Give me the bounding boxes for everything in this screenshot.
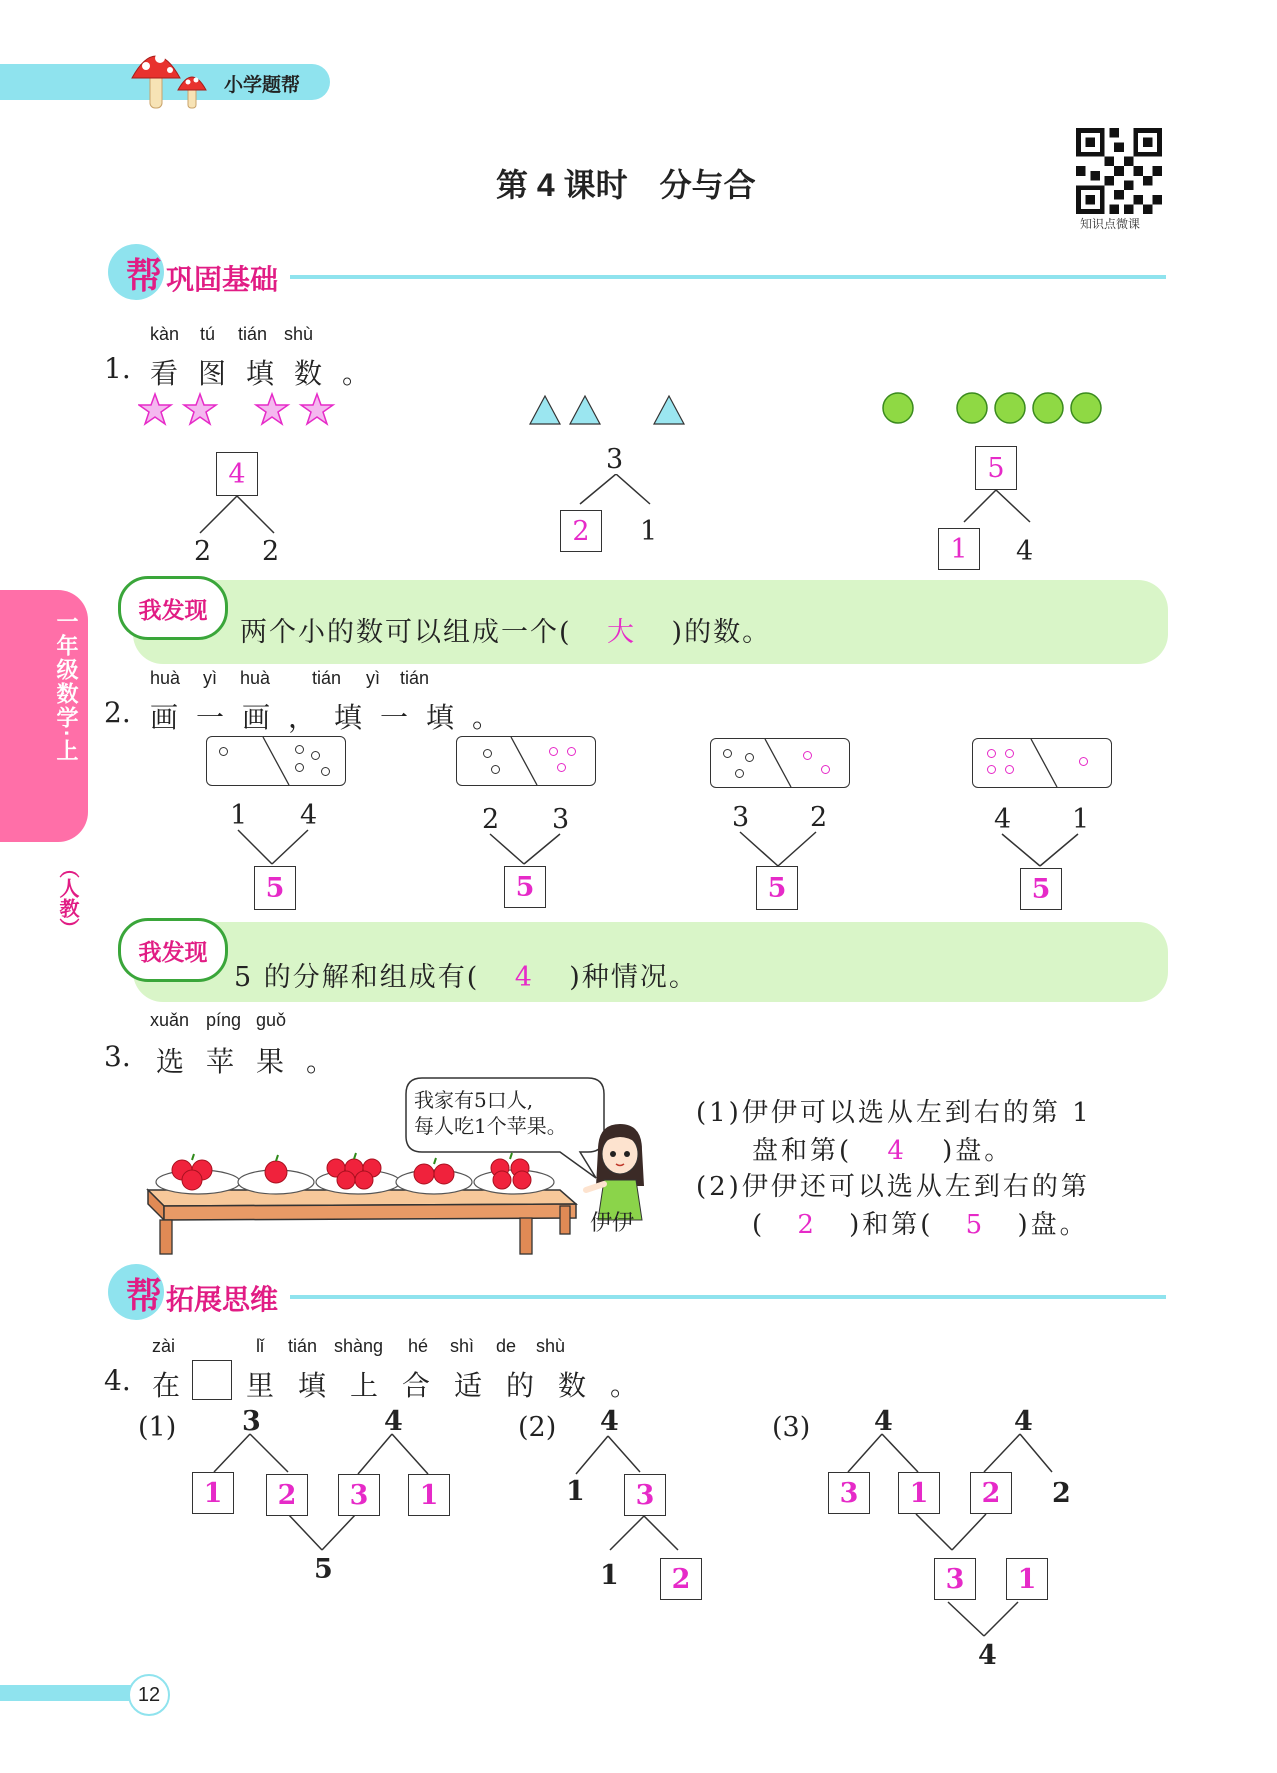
- q2-text: 画一画，填一填。: [150, 701, 519, 734]
- q4-pinyin-3: tián: [288, 1336, 318, 1356]
- q1-g1-right: 2: [262, 536, 280, 567]
- discover-2-before: 5 的分解和组成有(: [234, 962, 480, 993]
- q2-g4-right: 1: [1072, 804, 1090, 835]
- q3-p1-line1: (1)伊伊可以选从左到右的第 1: [696, 1098, 1092, 1128]
- q2-pinyin-3: huà: [240, 668, 271, 688]
- q4-p2-l1: 1: [566, 1476, 585, 1507]
- section-basic-title: 巩固基础: [166, 264, 279, 295]
- q2-g4-lines: [992, 832, 1088, 870]
- q1-g3-top-box: 5: [975, 446, 1017, 490]
- q1-pinyin-4: shù: [284, 324, 314, 344]
- q2-g3-right: 2: [810, 802, 828, 833]
- q1-pinyin-2: tú: [200, 324, 216, 344]
- section-basic-bang: 帮: [126, 255, 163, 296]
- discover-2-badge: 我发现: [118, 918, 228, 982]
- discover-2-text: [234, 955, 698, 994]
- qr-code: [1074, 128, 1164, 214]
- q3-label: 3.: [104, 1040, 131, 1073]
- q1-stars: [138, 392, 338, 428]
- q2-g4-total-box: 5: [1020, 868, 1062, 910]
- speech-line-1: 我家有5口人,: [414, 1088, 534, 1112]
- q2-domino-3: [710, 738, 850, 788]
- q3-p1-before: 盘和第(: [752, 1136, 853, 1166]
- discover-2-after: )种情况。: [569, 962, 698, 993]
- q2-pinyin-4: tián: [312, 668, 342, 688]
- q2-pinyin-2: yì: [203, 668, 218, 688]
- dot: [219, 747, 228, 756]
- mushroom-logo: [128, 42, 218, 112]
- q1-circles: [880, 388, 1110, 428]
- q3-p2-after: )盘。: [1017, 1210, 1089, 1240]
- q4-p3-b1-box: 2: [970, 1472, 1012, 1514]
- q2-g2-left: 2: [482, 804, 500, 835]
- dot: [821, 765, 830, 774]
- dot: [295, 745, 304, 754]
- q4-p1-bottom: 5: [314, 1554, 333, 1585]
- q4-p1-a2-box: 2: [266, 1474, 308, 1516]
- q4-p3-b2: 2: [1052, 1478, 1071, 1509]
- q4-p2-label: (2): [518, 1412, 557, 1443]
- q2-g3-total-box: 5: [756, 866, 798, 910]
- q3-p2-open: (: [752, 1210, 766, 1240]
- q4-p3-m1-box: 3: [934, 1558, 976, 1600]
- q1-g1-left: 2: [194, 536, 212, 567]
- dot: [483, 749, 492, 758]
- q3-p1-after: )盘。: [942, 1136, 1014, 1166]
- q4-p1-top-b: 4: [384, 1406, 403, 1437]
- q4-blank-box: [192, 1360, 232, 1400]
- q3-text: 选苹果。: [156, 1045, 357, 1078]
- dot: [567, 747, 576, 756]
- dot: [321, 767, 330, 776]
- q3-p2-line2: [752, 1204, 1089, 1241]
- q4-p1-label: (1): [138, 1412, 177, 1443]
- q2-g2-right: 3: [552, 804, 570, 835]
- q1-g3-lines: [956, 490, 1046, 526]
- q3-p2-line1: (2)伊伊还可以选从左到右的第: [696, 1172, 1090, 1202]
- q3-p2-answer1: 2: [797, 1210, 817, 1240]
- q1-label: 1.: [104, 352, 131, 385]
- dot: [987, 749, 996, 758]
- dot: [557, 763, 566, 772]
- q2-label: 2.: [104, 696, 131, 729]
- q1-g1-top-box: 4: [216, 452, 258, 496]
- q4-label: 4.: [104, 1364, 131, 1397]
- dot: [987, 765, 996, 774]
- dot: [745, 753, 754, 762]
- discover-1-after: )的数。: [671, 617, 772, 648]
- q4-pinyin-1: zài: [152, 1336, 176, 1356]
- q4-p2-b2-box: 2: [660, 1558, 702, 1600]
- girl-name: 伊伊: [590, 1210, 635, 1235]
- q4-p2-b1-box: 3: [624, 1474, 666, 1516]
- q3-p2-answer2: 5: [965, 1210, 986, 1240]
- q2-pinyin-6: tián: [400, 668, 430, 688]
- section-extend-bang: 帮: [126, 1275, 163, 1316]
- q4-pinyin-2: lǐ: [256, 1336, 264, 1356]
- q3-p2-mid: )和第(: [849, 1210, 934, 1240]
- dot: [295, 763, 304, 772]
- table-with-apples: [140, 1140, 580, 1258]
- lesson-title: 第 4 课时 分与合: [496, 167, 756, 203]
- q1-g2-right: 1: [640, 516, 658, 547]
- q1-g1-lines: [190, 496, 280, 536]
- q3-p1-line2: [752, 1130, 1013, 1167]
- q1-g3-left-box: 1: [938, 528, 980, 570]
- q4-text-before: 在: [152, 1369, 195, 1402]
- q2-g1-left: 1: [230, 800, 248, 831]
- q1-g3-right: 4: [1016, 536, 1034, 567]
- q1-g2-left-box: 2: [560, 510, 602, 552]
- q2-domino-4: [972, 738, 1112, 788]
- q4-p3-top-a: 4: [874, 1406, 893, 1437]
- dot: [311, 751, 320, 760]
- q2-g2-total-box: 5: [504, 866, 546, 908]
- q2-domino-2: [456, 736, 596, 786]
- dot: [549, 747, 558, 756]
- q2-pinyin-5: yì: [366, 668, 381, 688]
- q3-pinyin-1: xuǎn: [150, 1010, 190, 1030]
- dot: [1005, 765, 1014, 774]
- q4-p3-label: (3): [772, 1412, 811, 1443]
- dot: [723, 749, 732, 758]
- q4-p3-lines: [830, 1432, 1090, 1642]
- q4-p1-b1-box: 3: [338, 1474, 380, 1516]
- q1-g2-lines: [572, 474, 662, 510]
- dot: [803, 751, 812, 760]
- section-extend-line: [290, 1295, 1166, 1299]
- q2-g1-right: 4: [300, 800, 318, 831]
- q4-p3-m2-box: 1: [1006, 1558, 1048, 1600]
- dot: [491, 765, 500, 774]
- q4-p1-top-a: 3: [242, 1406, 261, 1437]
- discover-1-badge: 我发现: [118, 576, 228, 640]
- q4-p1-b2-box: 1: [408, 1474, 450, 1516]
- footer-band: [0, 1685, 140, 1701]
- q4-pinyin-8: shù: [536, 1336, 566, 1356]
- q4-p3-bottom: 4: [978, 1640, 997, 1671]
- q4-p3-top-b: 4: [1014, 1406, 1033, 1437]
- q4-p1-a1-box: 1: [192, 1472, 234, 1514]
- dot: [1079, 757, 1088, 766]
- q4-pinyin-7: de: [496, 1336, 517, 1356]
- q3-pinyin-3: guǒ: [256, 1010, 287, 1030]
- q1-triangles: [528, 392, 688, 426]
- q4-pinyin-4: shàng: [334, 1336, 384, 1356]
- q4-text-after: 里填上合适的数。: [246, 1369, 663, 1402]
- q4-pinyin-5: hé: [408, 1336, 429, 1356]
- q3-pinyin-2: píng: [206, 1010, 242, 1030]
- discover-1-text: [240, 610, 771, 649]
- q2-domino-1: [206, 736, 346, 786]
- dot: [1005, 749, 1014, 758]
- q4-p2-top: 4: [600, 1406, 619, 1437]
- q3-p1-answer: 4: [887, 1136, 907, 1166]
- q2-g1-lines: [228, 828, 318, 868]
- qr-caption: 知识点微课: [1080, 217, 1141, 231]
- speech-line-2: 每人吃1个苹果。: [414, 1114, 567, 1138]
- q1-pinyin-3: tián: [238, 324, 268, 344]
- q4-p3-a2-box: 1: [898, 1472, 940, 1514]
- discover-1-before: 两个小的数可以组成一个(: [240, 617, 572, 648]
- section-basic-line: [290, 275, 1166, 279]
- section-extend-title: 拓展思维: [166, 1284, 279, 1315]
- q2-g3-left: 3: [732, 802, 750, 833]
- dot: [735, 769, 744, 778]
- q2-g1-total-box: 5: [254, 866, 296, 910]
- q4-p2-l2: 1: [600, 1560, 619, 1591]
- q2-g4-left: 4: [994, 804, 1012, 835]
- q2-g2-lines: [480, 832, 570, 868]
- side-tab-edition: （人教）: [56, 858, 78, 938]
- q1-pinyin-1: kàn: [150, 324, 180, 344]
- discover-1-answer: 大: [607, 617, 637, 648]
- brand-name: 小学题帮: [224, 75, 301, 96]
- q2-pinyin-1: huà: [150, 668, 181, 688]
- q4-pinyin-6: shì: [450, 1336, 475, 1356]
- q4-p3-a1-box: 3: [828, 1472, 870, 1514]
- q1-g2-top: 3: [606, 444, 624, 475]
- discover-2-answer: 4: [514, 962, 534, 993]
- side-tab-grade: 一年级数学·上: [54, 610, 79, 764]
- q1-text: 看图填数。: [150, 357, 391, 390]
- page-number: 12: [128, 1674, 170, 1716]
- q2-g3-lines: [730, 830, 826, 870]
